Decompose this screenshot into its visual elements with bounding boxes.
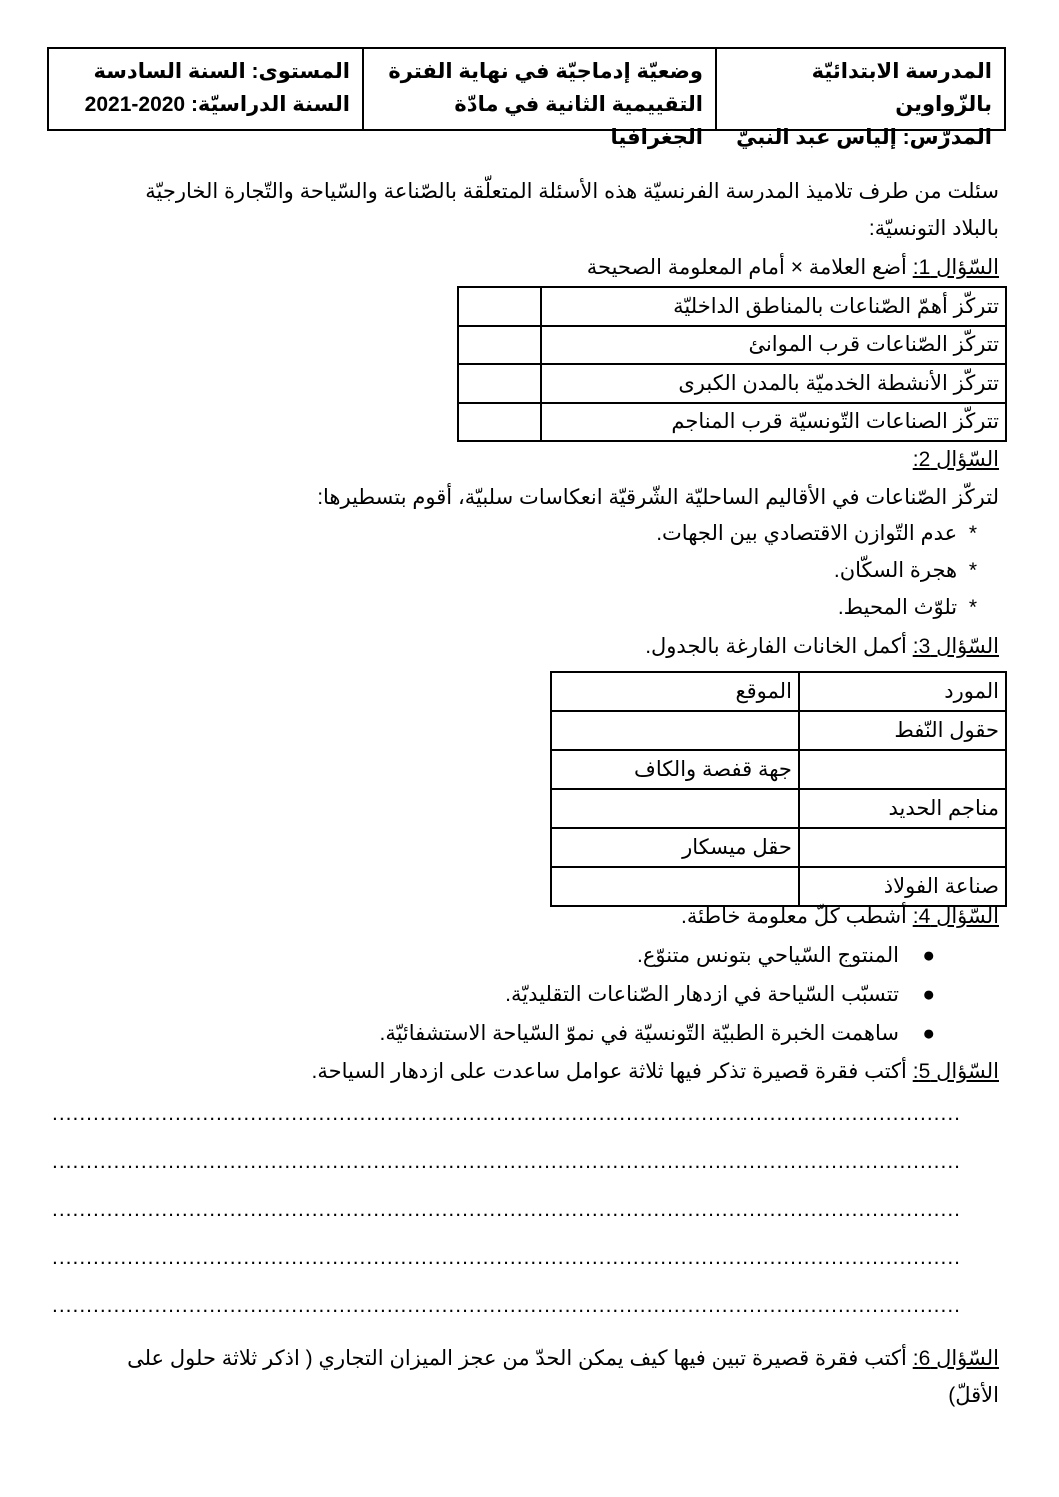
exam-title-line2: التقييمية الثانية في مادّة الجغرافيا (454, 93, 703, 149)
bullet-icon: ● (922, 944, 935, 967)
q4-item-text: المنتوج السّياحي بتونس متنوّع. (637, 944, 899, 967)
q1-mark-cell[interactable] (458, 326, 541, 365)
asterisk-icon: * (968, 559, 977, 582)
bullet-icon: ● (922, 983, 935, 1006)
resource-cell: حقول النّفط (799, 711, 1006, 750)
q4-label: السّؤال 4: (912, 905, 999, 928)
q2-heading (913, 446, 999, 474)
answer-line[interactable]: ..................................................................................................................................... (52, 1150, 961, 1173)
q4-instruction: أشطب كلّ معلومة خاطئة. (680, 905, 913, 928)
table-row (551, 750, 1006, 789)
location-cell[interactable] (551, 711, 799, 750)
table-row (551, 789, 1006, 828)
q2-item (656, 520, 977, 548)
answer-line[interactable]: ..................................................................................................................................... (52, 1102, 961, 1125)
q5-label: السّؤال 5: (912, 1060, 999, 1083)
teacher-name: المدرّس: إلياس عبد النبيّ (736, 126, 992, 149)
answer-line[interactable]: ..................................................................................................................................... (52, 1198, 961, 1221)
q1-table (457, 286, 1007, 442)
q1-statement: تتركّز أهمّ الصّناعات بالمناطق الداخليّة (541, 287, 1006, 326)
asterisk-icon: * (968, 596, 977, 619)
q1-statement: تتركّز الصّناعات قرب الموانئ (541, 326, 1006, 365)
q6-heading (127, 1345, 999, 1373)
table-header-row (551, 672, 1006, 711)
q4-item-text: ساهمت الخبرة الطبيّة التّونسيّة في نموّ السّياحة الاستشفائيّة. (379, 1022, 899, 1045)
q2-item (838, 594, 977, 622)
table-row (458, 326, 1006, 365)
q3-label: السّؤال 3: (912, 635, 999, 658)
q4-item-text: تتسبّب السّياحة في ازدهار الصّناعات التقليديّة. (505, 983, 899, 1006)
q1-label: السّؤال 1: (912, 256, 999, 279)
resource-cell[interactable] (799, 750, 1006, 789)
q6-instruction-line2: الأقلّ) (948, 1384, 999, 1407)
header-box (47, 47, 1006, 149)
q1-statement: تتركّز الأنشطة الخدميّة بالمدن الكبرى (541, 364, 1006, 403)
q1-mark-cell[interactable] (458, 364, 541, 403)
table-row (551, 828, 1006, 867)
q2-label: السّؤال 2: (912, 448, 999, 471)
answer-line[interactable]: ..................................................................................................................................... (52, 1294, 961, 1317)
q2-item-text: عدم التّوازن الاقتصادي بين الجهات. (656, 522, 958, 545)
q2-instruction: لتركّز الصّناعات في الأقاليم الساحليّة الشّرقيّة انعكاسات سلبيّة، أقوم بتسطيرها: (317, 486, 999, 509)
exam-title-line1: وضعيّة إدماجيّة في نهاية الفترة (388, 60, 703, 83)
asterisk-icon: * (968, 522, 977, 545)
q4-item[interactable] (637, 942, 935, 970)
q6-instruction: أكتب فقرة قصيرة تبين فيها كيف يمكن الحدّ من عجز الميزان التجاري ( اذكر ثلاثة حلول على (127, 1347, 913, 1370)
q5-instruction: أكتب فقرة قصيرة تذكر فيها ثلاثة عوامل ساعدت على ازدهار السياحة. (311, 1060, 913, 1083)
q3-heading (645, 633, 999, 661)
q3-table (550, 671, 1007, 907)
q1-mark-cell[interactable] (458, 403, 541, 442)
q2-item-text: هجرة السكّان. (833, 559, 958, 582)
col-header-location: الموقع (551, 672, 799, 711)
title-cell (364, 49, 717, 149)
school-year: السنة الدراسيّة: 2020-2021 (84, 93, 350, 116)
table-row (458, 403, 1006, 442)
location-cell[interactable] (551, 867, 799, 906)
table-row (551, 867, 1006, 906)
school-name: المدرسة الابتدائيّة بالزّواوين (811, 60, 992, 116)
intro-line2: بالبلاد التونسيّة: (868, 217, 999, 240)
table-row (458, 287, 1006, 326)
q1-heading (587, 254, 999, 282)
level-cell (49, 49, 364, 129)
q1-instruction: أضع العلامة × أمام المعلومة الصحيحة (586, 256, 913, 279)
q4-item[interactable] (380, 1020, 936, 1048)
location-cell: جهة قفصة والكاف (551, 750, 799, 789)
resource-cell[interactable] (799, 828, 1006, 867)
school-cell (717, 49, 1004, 149)
q1-mark-cell[interactable] (458, 287, 541, 326)
q1-statement: تتركّز الصناعات التّونسيّة قرب المناجم (541, 403, 1006, 442)
bullet-icon: ● (922, 1022, 935, 1045)
level-text: المستوى: السنة السادسة (93, 60, 350, 83)
location-cell[interactable] (551, 789, 799, 828)
table-row (551, 711, 1006, 750)
location-cell: حقل ميسكار (551, 828, 799, 867)
resource-cell: صناعة الفولاذ (799, 867, 1006, 906)
q4-heading (681, 903, 999, 931)
col-header-resource: المورد (799, 672, 1006, 711)
q5-heading (312, 1058, 999, 1086)
resource-cell: مناجم الحديد (799, 789, 1006, 828)
intro-line1: سئلت من طرف تلاميذ المدرسة الفرنسيّة هذه الأسئلة المتعلّقة بالصّناعة والسّياحة والتّجارة الخارجيّة (145, 180, 999, 203)
q2-item-text: تلوّث المحيط. (837, 596, 958, 619)
q4-item[interactable] (505, 981, 935, 1009)
q3-instruction: أكمل الخانات الفارغة بالجدول. (645, 635, 913, 658)
answer-line[interactable]: ..................................................................................................................................... (52, 1246, 961, 1269)
q2-item (834, 557, 977, 585)
table-row (458, 364, 1006, 403)
q6-label: السّؤال 6: (912, 1347, 999, 1370)
